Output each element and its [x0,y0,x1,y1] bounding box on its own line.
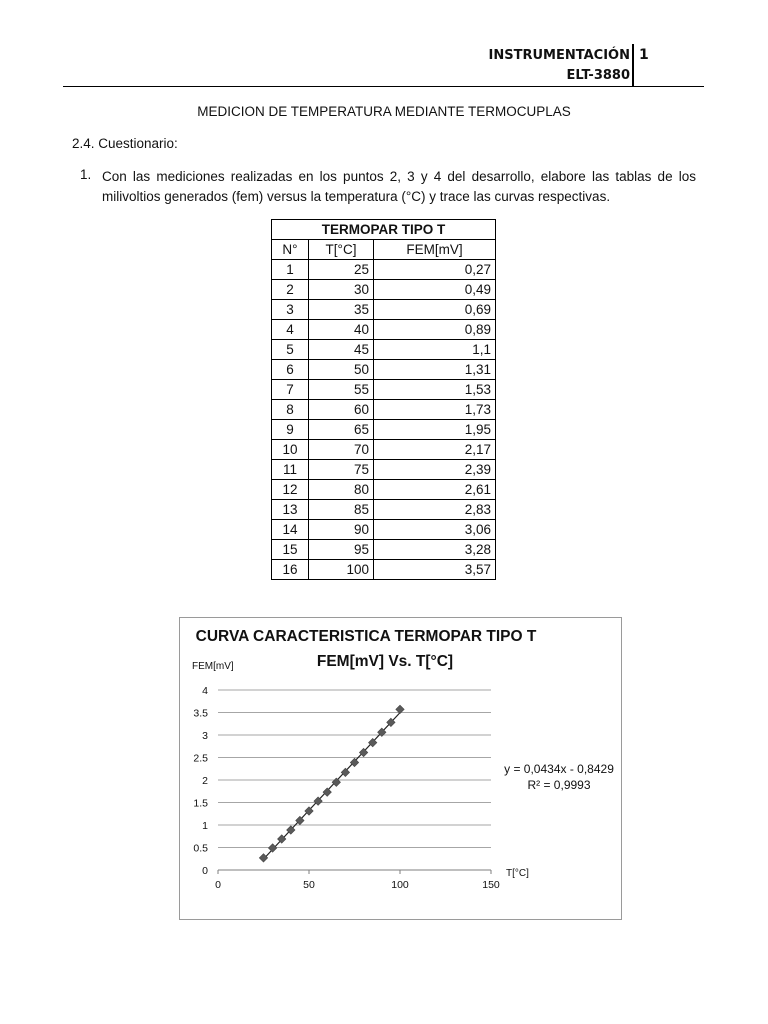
row-number: 16 [272,560,309,580]
row-fem: 2,17 [374,440,496,460]
y-tick-label: 0.5 [193,842,208,855]
row-number: 9 [272,420,309,440]
row-fem: 0,69 [374,300,496,320]
x-tick-label: 100 [391,879,409,891]
row-number: 13 [272,500,309,520]
table-row [272,280,496,300]
row-number: 7 [272,380,309,400]
row-number: 2 [272,280,309,300]
row-fem: 2,83 [374,500,496,520]
table-body [272,260,496,580]
row-temperature: 80 [309,480,374,500]
row-number: 15 [272,540,309,560]
x-tick-label: 0 [215,879,221,891]
row-number: 14 [272,520,309,540]
table-row [272,420,496,440]
chart-subtitle: FEM[mV] Vs. T[°C] [316,653,454,670]
row-temperature: 95 [309,540,374,560]
y-tick-label: 4 [202,685,208,697]
row-number: 10 [272,440,309,460]
row-fem: 0,27 [374,260,496,280]
y-tick-label: 0 [202,865,208,877]
row-temperature: 75 [309,460,374,480]
table-row [272,400,496,420]
row-fem: 2,61 [374,480,496,500]
row-temperature: 55 [309,380,374,400]
table-row [272,560,496,580]
x-tick-label: 50 [303,879,315,891]
table-row [272,500,496,520]
chart-title: CURVA CARACTERISTICA TERMOPAR TIPO T [195,628,537,645]
y-tick-label: 1 [202,820,208,832]
row-temperature: 35 [309,300,374,320]
row-fem: 0,89 [374,320,496,340]
row-fem: 3,57 [374,560,496,580]
data-point [259,854,267,862]
y-tick-label: 1.5 [193,797,208,810]
row-temperature: 25 [309,260,374,280]
row-temperature: 50 [309,360,374,380]
data-point [323,788,331,796]
row-temperature: 90 [309,520,374,540]
header-block [489,46,630,86]
table-row [272,320,496,340]
fem-vs-temperature-chart [179,617,622,920]
row-fem: 1,95 [374,420,496,440]
row-number: 12 [272,480,309,500]
row-fem: 1,53 [374,380,496,400]
row-temperature: 70 [309,440,374,460]
trendline-equation: y = 0,0434x - 0,8429 [504,762,614,776]
row-temperature: 85 [309,500,374,520]
row-temperature: 30 [309,280,374,300]
row-number: 11 [272,460,309,480]
row-number: 8 [272,400,309,420]
row-temperature: 100 [309,560,374,580]
col-header-n: N° [272,240,309,260]
page-number: 1 [639,47,649,63]
table-row [272,260,496,280]
x-axis-label: T[°C] [506,868,529,879]
row-fem: 1,1 [374,340,496,360]
table-row [272,340,496,360]
row-number: 5 [272,340,309,360]
header-divider [632,44,634,86]
y-tick-label: 2 [202,775,208,787]
table-row [272,380,496,400]
table-row [272,540,496,560]
row-number: 6 [272,360,309,380]
question-text: Con las mediciones realizadas en los puntos 2, 3 y 4 del desarrollo, elabore las tablas de los milivoltios generados (fem) versus la temperatura (°C) y trace las curvas respectivas. [102,169,696,204]
row-fem: 1,31 [374,360,496,380]
row-number: 1 [272,260,309,280]
data-point [268,844,276,852]
y-tick-label: 3 [202,730,208,742]
data-point [341,768,349,776]
row-fem: 0,49 [374,280,496,300]
table-row [272,440,496,460]
y-tick-label: 2.5 [193,752,208,765]
row-fem: 2,39 [374,460,496,480]
data-point [332,778,340,786]
row-temperature: 60 [309,400,374,420]
table-row [272,360,496,380]
table-row [272,520,496,540]
header-rule [63,86,704,87]
table-row [272,300,496,320]
col-header-fem: FEM[mV] [374,240,496,260]
row-number: 3 [272,300,309,320]
col-header-temp: T[°C] [309,240,374,260]
document-title: MEDICION DE TEMPERATURA MEDIANTE TERMOCUPLAS [197,104,571,119]
row-fem: 3,28 [374,540,496,560]
row-fem: 3,06 [374,520,496,540]
section-heading: 2.4. Cuestionario: [72,136,178,151]
row-temperature: 65 [309,420,374,440]
table-row [272,480,496,500]
y-axis-label: FEM[mV] [192,661,234,672]
row-fem: 1,73 [374,400,496,420]
table-row [272,460,496,480]
course-name: INSTRUMENTACIÓN [488,48,630,63]
row-number: 4 [272,320,309,340]
x-tick-label: 150 [482,879,500,891]
y-tick-label: 3.5 [193,707,208,720]
course-code: ELT-3880 [566,68,630,83]
r-squared-label: R² = 0,9993 [527,778,591,792]
question-number: 1. [80,167,92,182]
table-title: TERMOPAR TIPO T [272,220,496,240]
thermocouple-table [271,219,496,580]
row-temperature: 45 [309,340,374,360]
row-temperature: 40 [309,320,374,340]
